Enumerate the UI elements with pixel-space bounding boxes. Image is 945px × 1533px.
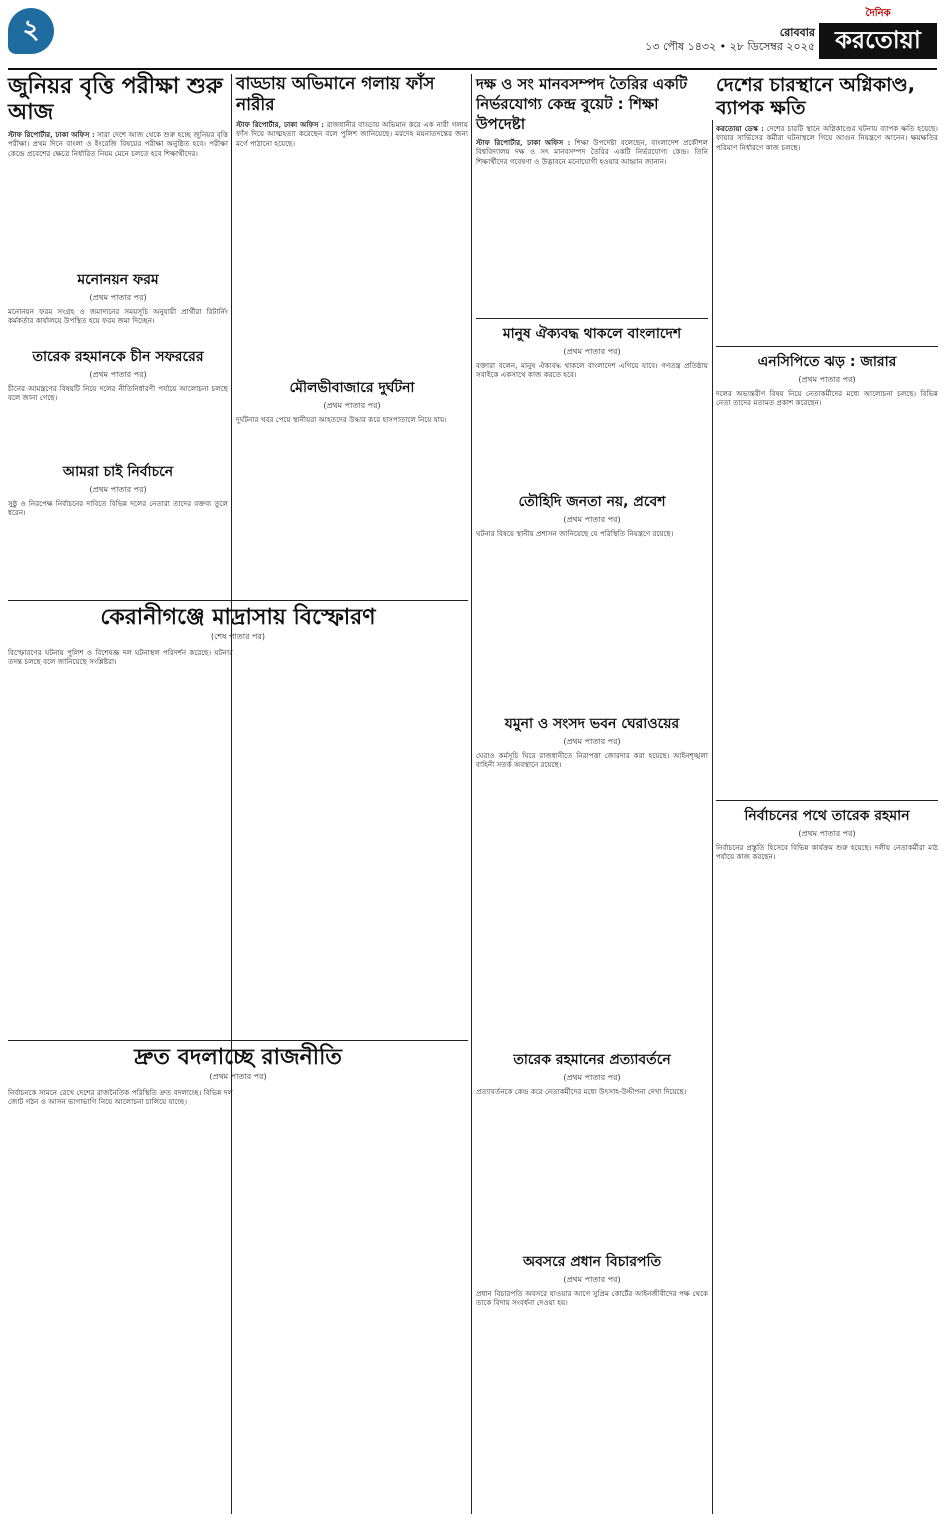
article-body (236, 120, 468, 330)
article-moulvibazar (236, 376, 468, 625)
body-text: সারা দেশে আজ থেকে শুরু হচ্ছে জুনিয়র বৃত্তি পরীক্ষা। প্রথম দিনে বাংলা ও ইংরেজি বিষয়ের পরীক্ষা অনুষ্ঠিত হবে। পরীক্ষা কেন্দ্রে প্রবেশের ক্ষেত্রে নির্ধারিত নিয়ম মেনে চলতে হবে শিক্ষার্থীদের। (8, 130, 228, 158)
byline: স্টাফ রিপোর্টার, ঢাকা অফিস : (8, 130, 95, 139)
article-body (476, 138, 708, 318)
section-title: তারেক রহমানকে চীন সফররের (32, 349, 204, 365)
section-title: অবসরে প্রধান বিচারপতি (522, 1254, 662, 1270)
body-text: শিক্ষা উপদেষ্টা বলেছেন, বাংলাদেশ প্রকৌশল বিশ্ববিদ্যালয় দক্ষ ও সৎ মানবসম্পদ তৈরির একটি নির্ভরযোগ্য কেন্দ্র। তিনি শিক্ষার্থীদের গবেষণা ও উদ্ভাবনে মনোযোগী হওয়ার আহ্বান জানান। (476, 138, 708, 166)
section-title: এনসিপিতে ঝড় : জারার (757, 354, 897, 370)
article-baddha (236, 74, 468, 330)
continued-note: (প্রথম পাতার পর) (563, 515, 621, 524)
body-text: নির্বাচনের প্রস্তুতি হিসেবে বিভিন্ন কার্যক্রম শুরু হয়েছে। দলীয় নেতাকর্মীরা মাঠ পর্যায়ে কাজ করছেন। (716, 843, 938, 862)
body-text: প্রত্যাবর্তনকে কেন্দ্র করে নেতাকর্মীদের মধ্যে উৎসাহ-উদ্দীপনা দেখা দিয়েছে। (476, 1087, 687, 1096)
column-rule (712, 120, 713, 1514)
continued-note: (প্রথম পাতার পর) (89, 485, 147, 494)
divider (476, 318, 708, 319)
continued-note: (প্রথম পাতার পর) (89, 370, 147, 379)
continued-note: (প্রথম পাতার পর) (89, 293, 147, 302)
section-title: তৌহিদি জনতা নয়, প্রবেশ (518, 494, 666, 510)
section-title: আমরা চাই নির্বাচনে (62, 464, 174, 480)
headline: দেশের চারস্থানে অগ্নিকাণ্ড, ব্যাপক ক্ষতি (716, 74, 915, 119)
article-druto (8, 1045, 468, 1508)
headline: কেরানীগঞ্জে মাদ্রাসায় বিস্ফোরণ (100, 605, 376, 630)
byline: স্টাফ রিপোর্টার, ঢাকা অফিস : (236, 120, 325, 129)
article-buet (476, 74, 708, 318)
body-text: দুর্ঘটনার খবর পেয়ে স্থানীয়রা আহতদের উদ্ধার করে হাসপাতালে নিয়ে যায়। (236, 415, 447, 424)
body-text: ঘটনার বিষয়ে স্থানীয় প্রশাসন জানিয়েছে যে পরিস্থিতি নিয়ন্ত্রণে রয়েছে। (476, 529, 674, 538)
newspaper-logo (819, 6, 937, 62)
article-election-path (716, 804, 938, 1533)
article-jamuna (476, 712, 708, 1061)
headline: জুনিয়র বৃত্তি পরীক্ষা শুরু আজ (8, 74, 223, 125)
body-text: বক্তারা বলেন, মানুষ ঐক্যবদ্ধ থাকলে বাংলাদেশ এগিয়ে যাবে। গণতন্ত্র প্রতিষ্ঠায় সবাইকে একসাথে কাজ করতে হবে। (476, 361, 708, 380)
continued-note: (প্রথম পাতার পর) (798, 375, 856, 384)
dateline-date: ১৩ পৌষ ১৪৩২ • ২৮ ডিসেম্বর ২০২৫ (645, 40, 815, 53)
article-touhidi (476, 490, 708, 724)
body-text: দলের অভ্যন্তরীণ বিষয় নিয়ে নেতাকর্মীদের মধ্যে আলোচনা চলছে। বিভিন্ন নেতা তাদের মতামত প্রকাশ করেছেন। (716, 389, 938, 408)
continued-note: (প্রথম পাতার পর) (323, 401, 381, 410)
article-body (716, 124, 938, 374)
article-chief-justice (476, 1250, 708, 1524)
body-text: নির্বাচনকে সামনে রেখে দেশের রাজনৈতিক পরিস্থিতি দ্রুত বদলাচ্ছে। বিভিন্ন দল জোট গঠন ও আসন ভাগাভাগি নিয়ে আলোচনা চালিয়ে যাচ্ছে। (8, 1088, 233, 1107)
byline: স্টাফ রিপোর্টার, ঢাকা অফিস : (476, 138, 571, 147)
article-junior (8, 74, 228, 290)
continued-note: (প্রথম পাতার পর) (209, 1072, 267, 1081)
section-title: মানুষ ঐক্যবদ্ধ থাকলে বাংলাদেশ (502, 326, 682, 342)
dateline (645, 26, 815, 54)
masthead-rule (8, 68, 937, 70)
body-text: রাজধানীর বাড্ডায় অভিমান করে এক নারী গলায় ফাঁস দিয়ে আত্মহত্যা করেছেন বলে পুলিশ জানিয়েছে। মরদেহ ময়নাতদন্তের জন্য মর্গে পাঠানো হয়েছে। (236, 120, 468, 148)
page-number: ২ (22, 15, 40, 45)
headline: বাড্ডায় অভিমানে গলায় ফাঁস নারীর (236, 74, 435, 115)
headline: দ্রুত বদলাচ্ছে রাজনীতি (134, 1045, 342, 1070)
continued-note: (প্রথম পাতার পর) (563, 1073, 621, 1082)
article-tarique-china (8, 345, 228, 479)
body-text: ঘেরাও কর্মসূচি ঘিরে রাজধানীতে নিরাপত্তা জোরদার করা হয়েছে। আইনশৃঙ্খলা বাহিনী সতর্ক অবস্থানে রয়েছে। (476, 751, 708, 770)
divider (716, 346, 938, 347)
page-number-badge (8, 8, 54, 54)
divider (8, 1040, 468, 1041)
continued-note: (প্রথম পাতার পর) (563, 347, 621, 356)
divider (8, 600, 468, 601)
continued-note: (প্রথম পাতার পর) (563, 1275, 621, 1284)
article-tarique-return (476, 1048, 708, 1262)
continued-note: (প্রথম পাতার পর) (563, 737, 621, 746)
headline: দক্ষ ও সং মানবসম্পদ তৈরির একটি নির্ভরযোগ্য কেন্দ্র বুয়েট : শিক্ষা উপদেষ্টা (476, 75, 688, 133)
body-text: চীনের আমন্ত্রণের বিষয়টি নিয়ে দলের নীতিনির্ধারণী পর্যায়ে আলোচনা চলছে বলে জানা গেছে। (8, 384, 228, 403)
article-amra-chai (8, 460, 228, 609)
body-text: প্রধান বিচারপতি অবসরে যাওয়ার আগে সুপ্রিম কোর্টের আইনজীবীদের পক্ষ থেকে তাকে বিদায় সংবর্ধনা দেওয়া হয়। (476, 1289, 708, 1308)
article-body (8, 130, 228, 290)
logo-main-text: করতোয়া (819, 23, 937, 59)
divider (716, 800, 938, 801)
article-fire (716, 74, 938, 374)
section-title: মৌলভীবাজারে দুর্ঘটনা (289, 380, 415, 396)
logo-top-text: দৈনিক (865, 8, 891, 19)
body-text: দেশের চারটি স্থানে অগ্নিকাণ্ডের ঘটনায় ব্যাপক ক্ষতি হয়েছে। ফায়ার সার্ভিসের কর্মীরা ঘটনাস্থলে গিয়ে আগুন নিয়ন্ত্রণে আনেন। ক্ষয়ক্ষতির পরিমাণ নির্ধারণে কাজ চলছে। (716, 124, 938, 152)
article-keraniganj (8, 605, 468, 1063)
article-manush (476, 322, 708, 501)
body-text: বিস্ফোরণের ঘটনায় পুলিশ ও বিশেষজ্ঞ দল ঘটনাস্থল পরিদর্শন করেছে। ঘটনার তদন্ত চলছে বলে জানিয়েছে সংশ্লিষ্টরা। (8, 648, 233, 667)
byline: করতোয়া ডেস্ক : (716, 124, 764, 133)
article-ncp (716, 350, 938, 809)
section-title: মনোনয়ন ফরম (77, 272, 159, 288)
dateline-day: রোববার (779, 26, 815, 39)
body-text: সুষ্ঠু ও নিরপেক্ষ নির্বাচনের দাবিতে বিভিন্ন দলের নেতারা তাদের বক্তব্য তুলে ধরেন। (8, 499, 228, 518)
continued-note: (প্রথম পাতার পর) (798, 829, 856, 838)
body-text: মনোনয়ন ফরম সংগ্রহ ও জমাদানের সময়সূচি অনুযায়ী প্রার্থীরা রিটার্নিং কর্মকর্তার কার্যালয়ে উপস্থিত হয়ে ফরম জমা দিচ্ছেন। (8, 307, 228, 326)
section-title: যমুনা ও সংসদ ভবন ঘেরাওয়ের (504, 716, 680, 732)
continued-note: (শেষ পাতার পর) (210, 632, 266, 641)
section-title: তারেক রহমানের প্রত্যাবর্তনে (513, 1052, 671, 1068)
section-title: নির্বাচনের পথে তারেক রহমান (744, 808, 910, 824)
column-rule (471, 74, 472, 1514)
